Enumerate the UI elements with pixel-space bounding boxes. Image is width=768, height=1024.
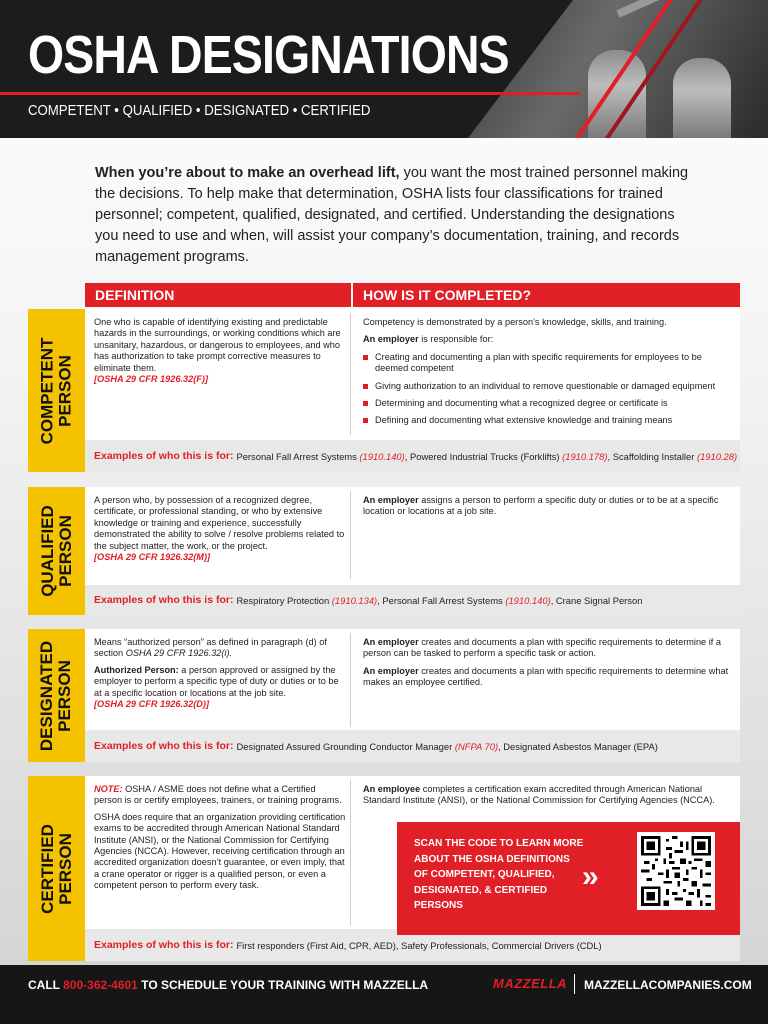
- qualified-card: [85, 487, 740, 615]
- title-rule: [0, 92, 580, 95]
- intro-body: you want the most trained personnel making the decisions. To help make that determination, OSHA lists four classifications for trained personnel; competent, qualified, designated, and certified. Understanding the designations you need to use and when, will assist your company’s documentation, training, and records management programs.: [95, 165, 689, 265]
- competent-examples: [85, 440, 740, 472]
- employer-line: An employer is responsible for:: [363, 334, 494, 345]
- example-text: , Designated Asbestos Manager (EPA): [498, 740, 658, 752]
- scan-text: SCAN THE CODE TO LEARN MORE ABOUT THE OSHA DEFINITIONS OF COMPETENT, QUALIFIED, DESIGNATED, & CERTIFIED PERSONS: [414, 838, 584, 911]
- designated-how: [363, 629, 733, 695]
- qualified-examples: [85, 585, 740, 615]
- section-competent: [28, 309, 740, 472]
- mazzella-logo: MAZZELLA: [493, 976, 568, 991]
- column-divider: [350, 491, 351, 579]
- column-divider: [350, 313, 351, 435]
- example-text: Respiratory Protection: [236, 594, 330, 606]
- definition-text: One who is capable of identifying existing and predictable hazards in the surroundings, or working conditions which are unsanitary, hazardous, or dangerous to employees, and who has authorization to take prompt corrective measures to eliminate them.: [94, 317, 341, 373]
- standard-code: (1910.140): [359, 450, 405, 462]
- standard-code: (1910.134): [331, 594, 378, 606]
- designated-card: [85, 629, 740, 762]
- example-text: Personal Fall Arrest Systems: [236, 450, 357, 462]
- standard-code: (1910.28): [696, 450, 738, 462]
- column-header-how: HOW IS IT COMPLETED?: [353, 283, 740, 307]
- tab-label-line1: COMPETENT: [37, 337, 57, 444]
- page-subtitle: COMPETENT • QUALIFIED • DESIGNATED • CERTIFIED: [28, 102, 371, 119]
- tab-label-line1: CERTIFIED: [37, 823, 57, 914]
- responsibility-list: [363, 352, 733, 427]
- intro-lead: When you’re about to make an overhead lift,: [95, 165, 400, 181]
- list-item: Creating and documenting a plan with specific requirements for employees to be deemed competent: [363, 352, 733, 375]
- tab-label-line2: PERSON: [55, 659, 75, 732]
- employer-line: An employer creates and documents a plan with specific requirements to determine if a person can be tasked to perform a specific task or action.: [363, 637, 721, 659]
- examples-label: Examples of who this is for:: [94, 594, 234, 606]
- tab-competent-person: [28, 309, 85, 472]
- standard-code: (1910.178): [562, 450, 608, 462]
- employee-line: An employee completes a certification exam accredited through American National Standard Institute (ANSI), or the National Commission for Certifying Agencies (NCCA).: [363, 784, 715, 806]
- competent-card: [85, 309, 740, 472]
- phone-number-link[interactable]: 800-362-4601: [63, 978, 138, 992]
- list-item: Giving authorization to an individual to remove questionable or damaged equipment: [363, 381, 733, 392]
- citation: [OSHA 29 CFR 1926.32(M)]: [94, 552, 211, 563]
- example-text: Designated Assured Grounding Conductor Manager: [236, 740, 453, 752]
- tab-certified-person: [28, 776, 85, 961]
- tab-label-line2: PERSON: [55, 515, 75, 587]
- column-header-definition: DEFINITION: [85, 283, 351, 307]
- employer-line: An employer assigns a person to perform a specific duty or duties or to be at a specific location or locations at a job site.: [363, 495, 719, 517]
- footer-call-to-action: CALL 800-362-4601 TO SCHEDULE YOUR TRAINING WITH MAZZELLA: [28, 978, 429, 992]
- tab-label-line2: PERSON: [55, 832, 75, 905]
- how-intro: Competency is demonstrated by a person’s knowledge, skills, and training.: [363, 317, 667, 327]
- qualified-definition: [94, 487, 346, 563]
- definition-text: Means “authorized person” as defined in paragraph (d) of section OSHA 29 CFR 1926.32(i).: [94, 637, 327, 659]
- section-designated: [28, 629, 740, 762]
- tab-label-line1: QUALIFIED: [37, 505, 57, 597]
- definition-text: A person who, by possession of a recognized degree, certificate, or professional standing, or who by extensive knowledge or training and experience, successfully demonstrated the ability to solve / resolve problems related to the subject matter, the work, or the project.: [94, 495, 345, 551]
- worker-figure: [673, 58, 731, 138]
- example-text: , Scaffolding Installer: [607, 450, 695, 462]
- tab-label-line2: PERSON: [55, 354, 75, 427]
- certified-how: [363, 776, 733, 813]
- example-text: , Personal Fall Arrest Systems: [377, 594, 503, 606]
- column-divider: [350, 633, 351, 727]
- example-text: , Crane Signal Person: [550, 594, 643, 606]
- example-text: First responders (First Aid, CPR, AED), Safety Professionals, Commercial Drivers (CDL): [236, 939, 602, 951]
- authorized-person-text: Authorized Person: a person approved or assigned by the employer to perform a specific type of duty or duties or to be at a specific location or locations at the job site.: [94, 664, 339, 698]
- section-qualified: [28, 487, 740, 615]
- designated-definition: [94, 629, 346, 710]
- examples-label: Examples of who this is for:: [94, 450, 234, 462]
- tab-label-line1: DESIGNATED: [37, 640, 57, 751]
- standard-code: (1910.140): [505, 594, 551, 606]
- intro-paragraph: [95, 163, 695, 268]
- footer: [0, 965, 768, 1024]
- list-item: Defining and documenting what extensive knowledge and training means: [363, 415, 733, 426]
- qr-code[interactable]: [637, 832, 715, 910]
- note-text: NOTE: OSHA / ASME does not define what a Certified person is or certify employees, trainers, or training programs.: [94, 784, 342, 806]
- competent-definition: [94, 309, 346, 385]
- examples-label: Examples of who this is for:: [94, 740, 234, 752]
- designated-examples: [85, 730, 740, 762]
- column-divider: [350, 780, 351, 926]
- qualified-how: [363, 487, 733, 524]
- double-chevron-icon: »: [582, 860, 593, 893]
- standard-code: (NFPA 70): [454, 740, 499, 752]
- scan-code-callout: [397, 822, 740, 935]
- citation: [OSHA 29 CFR 1926.32(F)]: [94, 374, 209, 385]
- competent-how: [363, 309, 733, 427]
- website-link[interactable]: MAZZELLACOMPANIES.COM: [584, 978, 752, 992]
- list-item: Determining and documenting what a recognized degree or certificate is: [363, 398, 733, 409]
- examples-label: Examples of who this is for:: [94, 939, 234, 951]
- page-title: OSHA DESIGNATIONS: [28, 25, 509, 85]
- employer-line: An employer creates and documents a plan with specific requirements to determine what makes an employee certified.: [363, 665, 729, 688]
- citation: [OSHA 29 CFR 1926.32(D)]: [94, 699, 210, 710]
- qr-code-icon: [641, 836, 711, 906]
- certified-definition: [94, 776, 346, 897]
- example-text: , Powered Industrial Trucks (Forklifts): [404, 450, 560, 462]
- tab-designated-person: [28, 629, 85, 762]
- footer-divider: [574, 974, 575, 994]
- header-banner: [0, 0, 768, 138]
- tab-qualified-person: [28, 487, 85, 615]
- definition-text: OSHA does require that an organization providing certification exams to be accredited through American National Standard Institute (ANSI), or the National Commission for Certifying Agencies (NCCA). However, receiving certification through an accredited organization doesn’t guarantee, or even imply, that a crane operator or rigger is a qualified person, or even a competent person to perform every task.: [94, 811, 346, 891]
